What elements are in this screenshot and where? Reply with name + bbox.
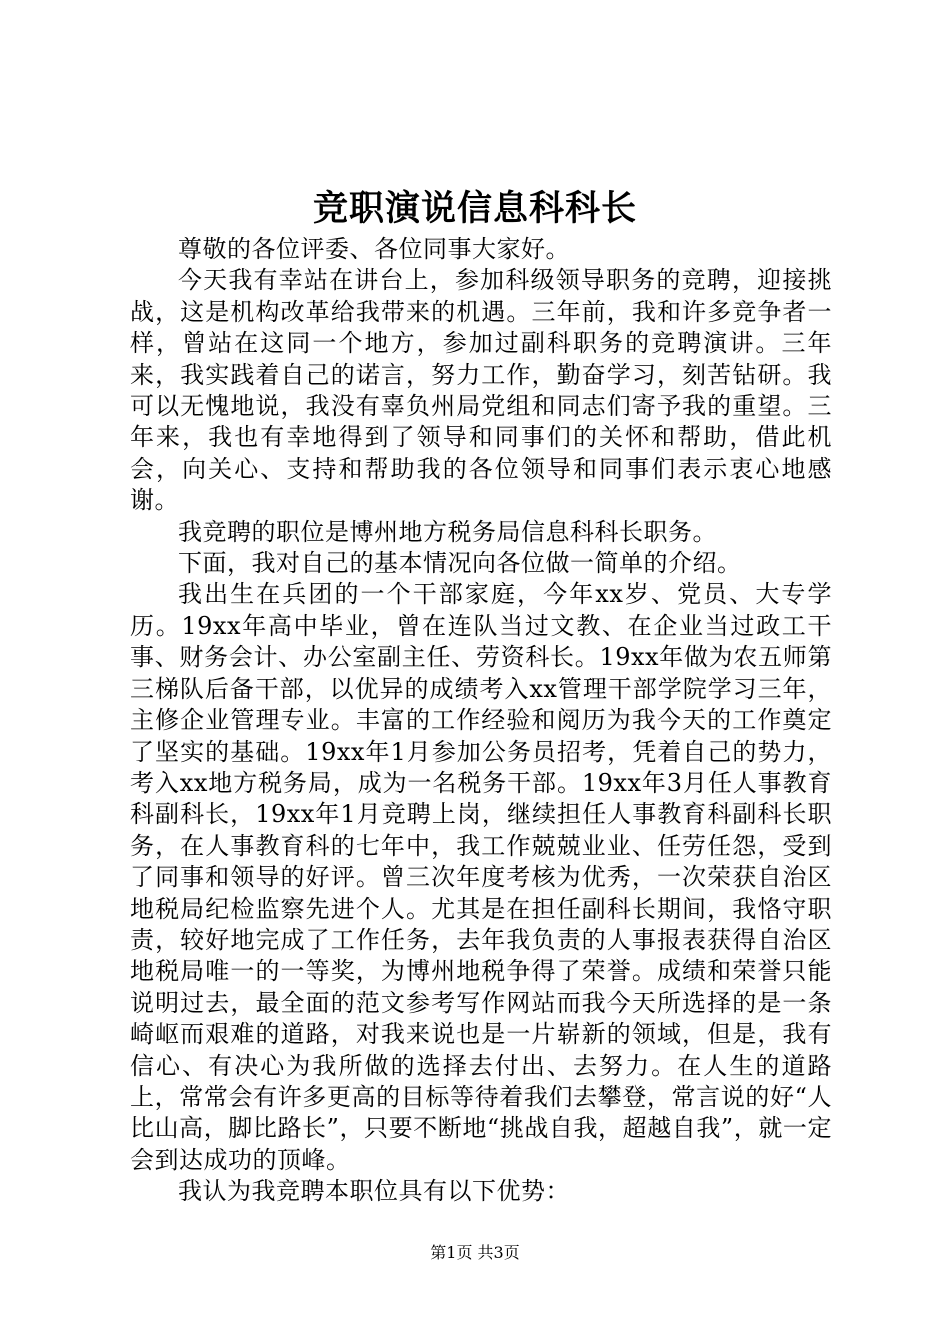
paragraph-position: 我竞聘的职位是博州地方税务局信息科科长职务。 (178, 517, 717, 546)
paragraph-greeting: 尊敬的各位评委、各位同事大家好。 (178, 235, 570, 263)
page-number: 第1页 共3页 (430, 1243, 520, 1262)
paragraph-advantages: 我认为我竞聘本职位具有以下优势： (178, 1177, 570, 1206)
paragraph-transition: 下面，我对自己的基本情况向各位做一简单的介绍。 (178, 549, 742, 578)
document-body (130, 234, 832, 1208)
document-title: 竞职演说信息科科长 (312, 188, 637, 229)
paragraph-introduction: 今天我有幸站在讲台上，参加科级领导职务的竞聘，迎接挑战，这是机构改革给我带来的机遇。三年前，我和许多竞争者一样，曾站在这同一个地方，参加过副科职务的竞聘演讲。三年来，我实践着自己的诺言，努力工作，勤奋学习，刻苦钻研。我可以无愧地说，我没有辜负州局党组和同志们寄予我的重望。三年来，我也有幸地得到了领导和同事们的关怀和帮助，借此机会，向关心、支持和帮助我的各位领导和同事们表示衷心地感谢。 (130, 266, 832, 515)
paragraph-background: 我出生在兵团的一个干部家庭，今年xx岁、党员、大专学历。19xx年高中毕业，曾在连队当过文教、在企业当过政工干事、财务会计、办公室副主任、劳资科长。19xx年做为农五师第三梯队后备干部，以优异的成绩考入xx管理干部学院学习三年，主修企业管理专业。丰富的工作经验和阅历为我今天的工作奠定了坚实的基础。19xx年1月参加公务员招考，凭着自己的势力，考入xx地方税务局，成为一名税务干部。19xx年3月任人事教育科副科长，19xx年1月竞聘上岗，继续担任人事教育科副科长职务，在人事教育科的七年中，我工作兢兢业业、任劳任怨，受到了同事和领导的好评。曾三次年度考核为优秀，一次荣获自治区地税局纪检监察先进个人。尤其是在担任副科长期间，我恪守职责，较好地完成了工作任务，去年我负责的人事报表获得自治区地税局唯一的一等奖，为博州地税争得了荣誉。成绩和荣誉只能说明过去，最全面的范文参考写作网站而我今天所选择的是一条崎岖而艰难的道路，对我来说也是一片崭新的领域，但是，我有信心、有决心为我所做的选择去付出、去努力。在人生的道路上，常常会有许多更高的目标等待着我们去攀登，常言说的好“人比山高，脚比路长”，只要不断地“挑战自我，超越自我”，就一定会到达成功的顶峰。 (130, 580, 832, 1174)
